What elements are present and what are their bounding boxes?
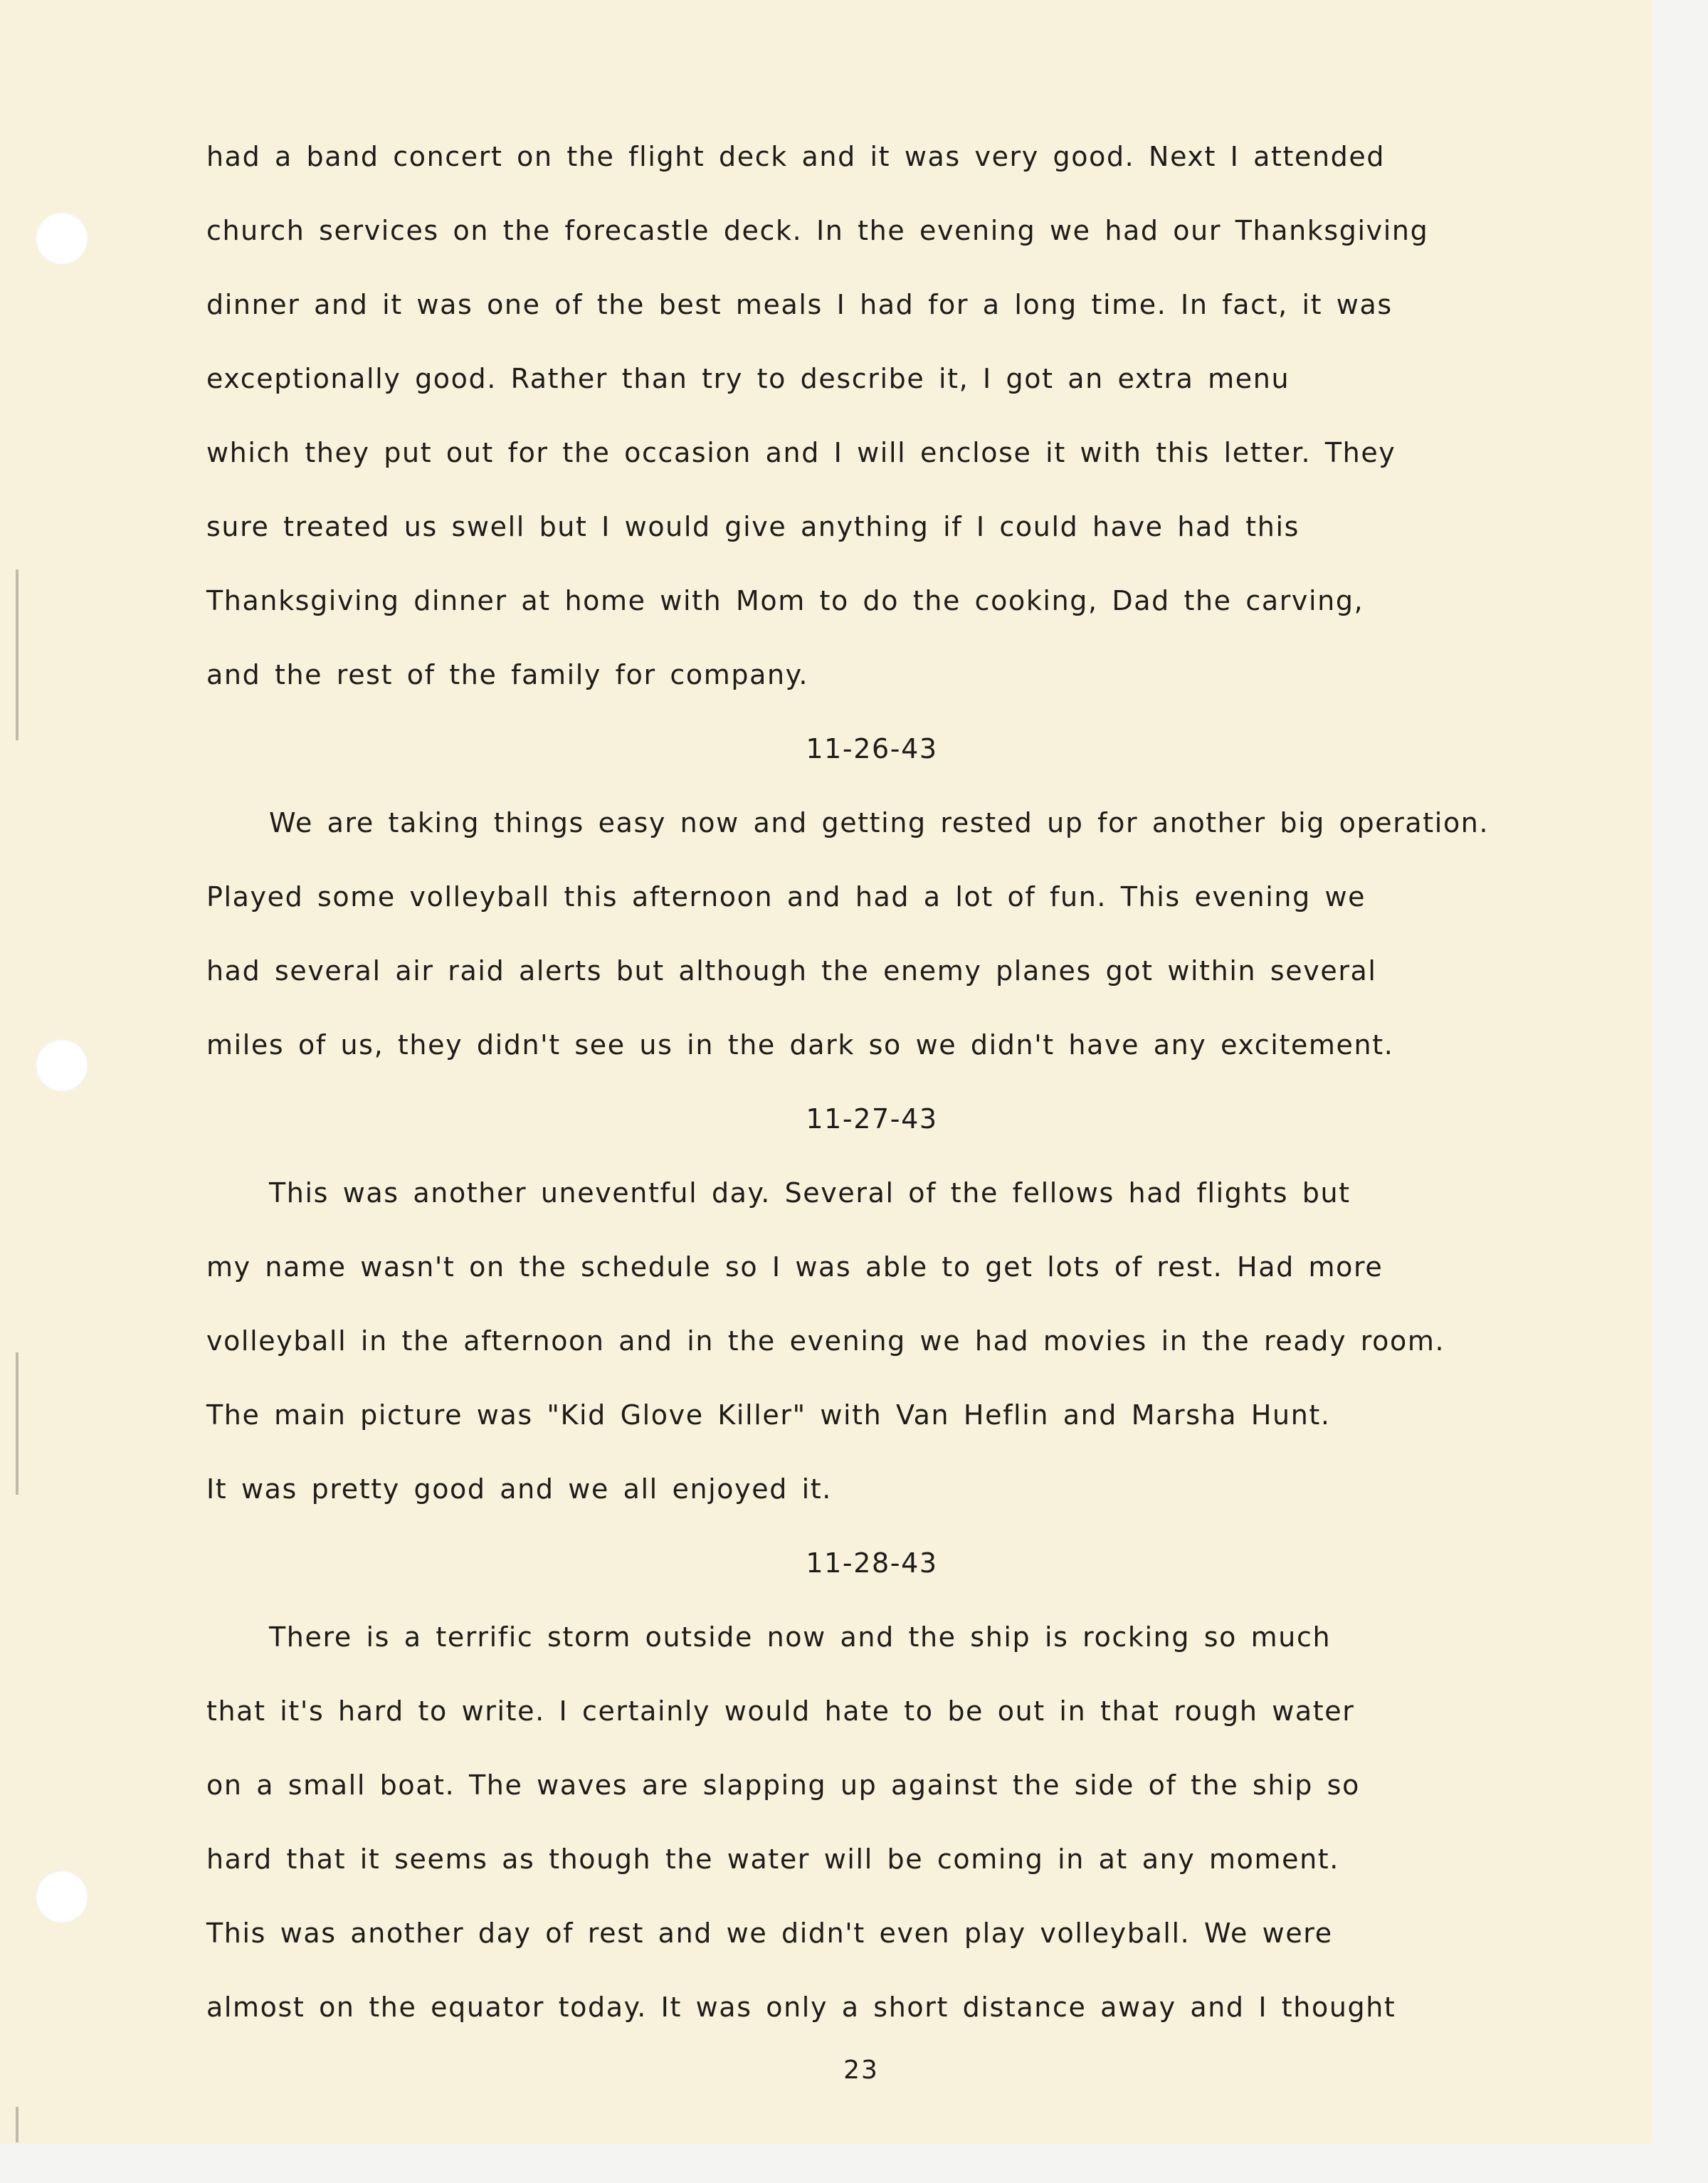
text-line: There is a terrific storm outside now and the ship is rocking so much bbox=[269, 1621, 1332, 1653]
text-line: It was pretty good and we all enjoyed it. bbox=[206, 1473, 832, 1505]
text-line: This was another uneventful day. Several of the fellows had flights but bbox=[269, 1177, 1351, 1209]
text-line: volleyball in the afternoon and in the evening we had movies in the ready room. bbox=[206, 1325, 1445, 1357]
text-line: We are taking things easy now and getting rested up for another big operation. bbox=[269, 807, 1490, 838]
text-line: had several air raid alerts but although the enemy planes got within several bbox=[206, 955, 1377, 987]
text-line: Thanksgiving dinner at home with Mom to do the cooking, Dad the carving, bbox=[206, 585, 1364, 616]
text-line: which they put out for the occasion and I will enclose it with this letter. They bbox=[206, 437, 1396, 468]
text-line: sure treated us swell but I would give anything if I could have had this bbox=[206, 511, 1300, 542]
date-heading: 11-27-43 bbox=[806, 1103, 938, 1135]
scan-margin-bottom bbox=[0, 2144, 1708, 2183]
scan-edge-mark bbox=[16, 569, 19, 740]
punch-hole bbox=[36, 1871, 88, 1923]
punch-hole bbox=[36, 1039, 88, 1092]
text-line: my name wasn't on the schedule so I was able to get lots of rest. Had more bbox=[206, 1251, 1383, 1283]
date-heading: 11-26-43 bbox=[806, 733, 938, 764]
text-line: and the rest of the family for company. bbox=[206, 659, 808, 690]
text-line: almost on the equator today. It was only a short distance away and I thought bbox=[206, 1992, 1396, 2023]
scan-margin-right bbox=[1652, 0, 1708, 2183]
text-line: that it's hard to write. I certainly would hate to be out in that rough water bbox=[206, 1695, 1355, 1727]
text-line: The main picture was "Kid Glove Killer" with Van Heflin and Marsha Hunt. bbox=[206, 1399, 1331, 1431]
page-number: 23 bbox=[843, 2056, 879, 2085]
text-line: dinner and it was one of the best meals I had for a long time. In fact, it was bbox=[206, 289, 1393, 320]
text-line: on a small boat. The waves are slapping up against the side of the ship so bbox=[206, 1769, 1360, 1801]
text-line: church services on the forecastle deck. In the evening we had our Thanksgiving bbox=[206, 215, 1429, 246]
text-line: miles of us, they didn't see us in the dark so we didn't have any excitement. bbox=[206, 1029, 1394, 1061]
text-line: Played some volleyball this afternoon and had a lot of fun. This evening we bbox=[206, 881, 1366, 912]
text-line: This was another day of rest and we didn't even play volleyball. We were bbox=[206, 1918, 1333, 1949]
text-line: exceptionally good. Rather than try to describe it, I got an extra menu bbox=[206, 363, 1290, 394]
scan-edge-mark bbox=[16, 2107, 19, 2142]
text-line: had a band concert on the flight deck and it was very good. Next I attended bbox=[206, 141, 1386, 172]
date-heading: 11-28-43 bbox=[806, 1547, 938, 1579]
letter-body bbox=[206, 120, 1580, 2044]
scan-edge-mark bbox=[16, 1352, 19, 1495]
punch-hole bbox=[36, 212, 88, 265]
text-line: hard that it seems as though the water will be coming in at any moment. bbox=[206, 1843, 1339, 1875]
